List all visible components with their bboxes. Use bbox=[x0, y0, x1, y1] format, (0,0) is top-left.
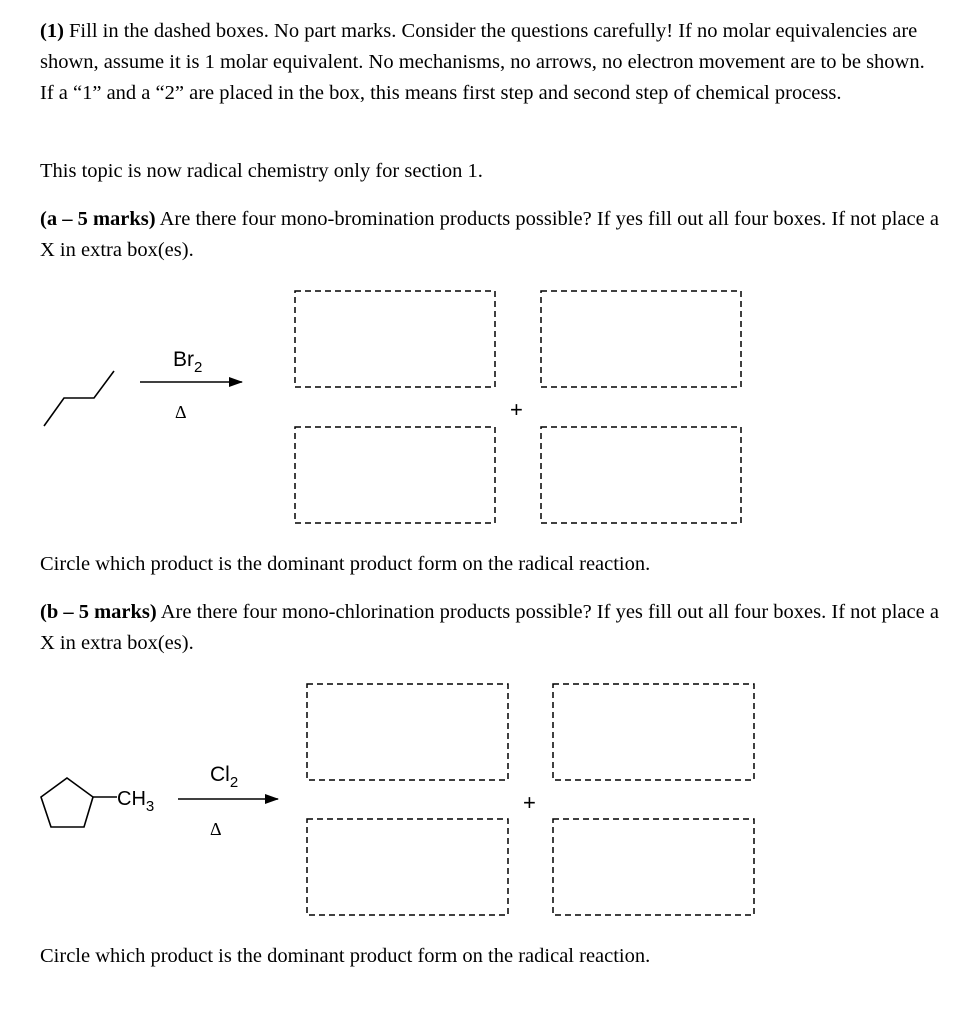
answer-box-b4[interactable] bbox=[553, 819, 754, 915]
plus-sign-a: + bbox=[510, 397, 523, 422]
answer-box-a3[interactable] bbox=[295, 427, 495, 523]
topic-note: This topic is now radical chemistry only for section 1. bbox=[40, 160, 483, 182]
answer-box-b1[interactable] bbox=[307, 684, 508, 780]
plus-sign-b: + bbox=[523, 790, 536, 815]
methyl-group-label: $CH_3$ bbox=[117, 788, 155, 815]
intro-text: Fill in the dashed boxes. No part marks. Consider the questions carefully! If no molar equivalencies are shown, assume it is 1 molar equivalent. No mechanisms, no arrows, no electron movement are to be shown. If a “1” and a “2” are placed in the box, this means first step and second step of chemical process. bbox=[40, 20, 925, 104]
part-b-question bbox=[40, 597, 940, 659]
methylcyclopentane-skeletal-structure bbox=[41, 778, 117, 827]
question-number: (1) bbox=[40, 20, 64, 42]
butane-skeletal-structure bbox=[44, 371, 114, 426]
reagent-bromine: $Br_2$ bbox=[173, 348, 203, 376]
reagent-chlorine: $Cl_2$ bbox=[210, 763, 239, 791]
answer-box-b3[interactable] bbox=[307, 819, 508, 915]
heat-symbol-a: Δ bbox=[175, 402, 187, 422]
part-b-question-text: Are there four mono-chlorination products possible? If yes fill out all four boxes. If not place a X in extra box(es). bbox=[40, 601, 939, 654]
part-b-footer: Circle which product is the dominant product form on the radical reaction. bbox=[40, 945, 651, 967]
part-a-question-text: Are there four mono-bromination products possible? If yes fill out all four boxes. If not place a X in extra box(es). bbox=[40, 208, 939, 261]
part-a-footer: Circle which product is the dominant product form on the radical reaction. bbox=[40, 553, 651, 575]
heat-symbol-b: Δ bbox=[210, 819, 222, 839]
part-a-label: (a – 5 marks) bbox=[40, 208, 156, 230]
answer-box-a4[interactable] bbox=[541, 427, 741, 523]
answer-box-b2[interactable] bbox=[553, 684, 754, 780]
answer-box-a1[interactable] bbox=[295, 291, 495, 387]
answer-box-a2[interactable] bbox=[541, 291, 741, 387]
part-b-label: (b – 5 marks) bbox=[40, 601, 157, 623]
